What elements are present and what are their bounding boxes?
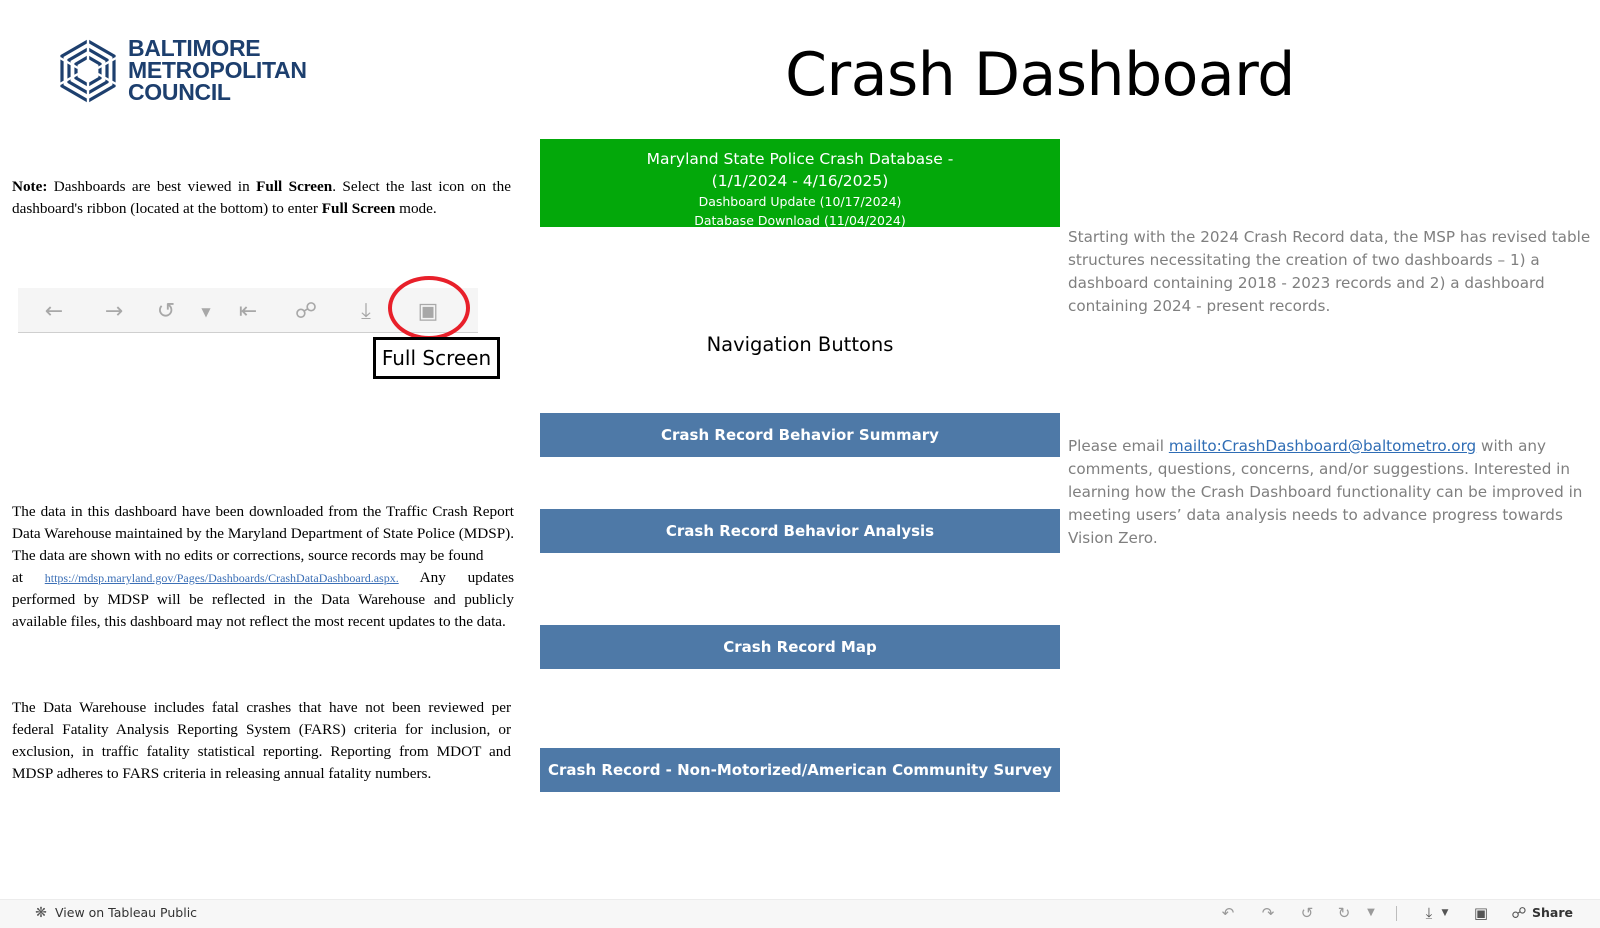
tableau-icon: ❋ bbox=[35, 905, 47, 921]
note-text-3: mode. bbox=[395, 200, 437, 217]
redo-icon: ↺ bbox=[156, 299, 176, 324]
fullscreen-icon[interactable]: ▣ bbox=[1473, 904, 1489, 922]
note-label: Note: bbox=[12, 178, 48, 195]
dropdown-icon: ▼ bbox=[201, 305, 211, 319]
note-bold-2: Full Screen bbox=[321, 200, 396, 217]
banner-line-2: (1/1/2024 - 4/16/2025) bbox=[711, 172, 889, 190]
org-name-line-3: COUNCIL bbox=[128, 79, 231, 105]
banner-line-3: Dashboard Update (10/17/2024) bbox=[698, 194, 902, 209]
table-structure-note: Starting with the 2024 Crash Record data, the MSP has revised table structures necessitating the creation of two dashboards – 1) a dashboard containing 2018 - 2023 records and 2) a dashboard containing 2024 - present records. bbox=[1068, 228, 1591, 315]
org-name-line-1: BALTIMORE bbox=[128, 35, 261, 61]
crash-map-button[interactable]: Crash Record Map bbox=[540, 625, 1060, 669]
banner-line-1: Maryland State Police Crash Database - bbox=[646, 150, 954, 168]
pause-dropdown-icon[interactable]: ▼ bbox=[1367, 907, 1375, 918]
view-on-tableau-public-link[interactable]: View on Tableau Public bbox=[55, 905, 198, 920]
contact-text-2: with any comments, questions, concerns, and/or suggestions. Interested in learning how the Crash Dashboard functionality can be improved in meeting users’ data analysis needs to advance progress towards Vision Zero. bbox=[1068, 437, 1583, 547]
download-icon: ⤓ bbox=[361, 299, 371, 324]
mdsp-dashboard-link[interactable]: https://mdsp.maryland.gov/Pages/Dashboards/CrashDataDashboard.aspx. bbox=[44, 571, 399, 585]
email-link[interactable]: mailto:CrashDashboard@baltometro.org bbox=[1168, 437, 1477, 455]
fars-paragraph: The Data Warehouse includes fatal crashes that have not been reviewed per federal Fatality Analysis Reporting System (FARS) criteria for inclusion, or exclusion, in traffic fatality statistical reporting. Reporting from MDOT and MDSP adheres to FARS criteria in releasing annual fatality numbers. bbox=[12, 699, 511, 782]
baltimore-metropolitan-council-logo-icon bbox=[57, 38, 119, 104]
banner-line-4: Database Download (11/04/2024) bbox=[694, 213, 906, 228]
contact-text-1: Please email bbox=[1068, 437, 1169, 455]
note-bold-1: Full Screen bbox=[256, 178, 333, 195]
forward-icon: → bbox=[104, 299, 124, 324]
data-source-text-a: The data in this dashboard have been downloaded from the Traffic Crash Report Data Warehouse maintained by the Maryland Department of State Police (MDSP). The data are shown with no edits or corrections, source records may be found bbox=[12, 503, 514, 564]
refresh-icon[interactable]: ↻ bbox=[1337, 904, 1351, 922]
data-source-text-c: Any updates performed by MDSP will be reflected in the Data Warehouse and publicly available files, this dashboard may not reflect the most recent updates to the data. bbox=[12, 569, 514, 630]
note-text-1: Dashboards are best viewed in bbox=[47, 178, 257, 195]
toolbar-separator bbox=[1396, 906, 1397, 921]
data-source-paragraph bbox=[12, 501, 514, 633]
contact-note bbox=[1068, 435, 1593, 550]
share-button[interactable]: Share bbox=[1532, 905, 1573, 920]
revert-icon[interactable]: ↺ bbox=[1300, 904, 1314, 922]
org-name-line-2: METROPOLITAN bbox=[128, 57, 307, 83]
fullscreen-note bbox=[12, 176, 511, 220]
fullscreen-highlight-circle bbox=[388, 276, 470, 340]
navigation-title: Navigation Buttons bbox=[706, 333, 894, 356]
share-icon[interactable]: ☍ bbox=[1511, 904, 1527, 922]
database-banner bbox=[540, 139, 1060, 227]
fullscreen-icon: ▣ bbox=[417, 299, 439, 324]
download-icon[interactable]: ⤓ bbox=[1425, 904, 1433, 922]
redo-icon[interactable]: ↷ bbox=[1261, 904, 1275, 922]
note-text-2: . Select the last icon on the dashboard's ribbon (located at the bottom) to enter bbox=[12, 178, 511, 217]
data-source-text-b: at bbox=[12, 569, 45, 586]
behavior-analysis-button[interactable]: Crash Record Behavior Analysis bbox=[540, 509, 1060, 553]
org-name bbox=[128, 37, 307, 103]
page-title: Crash Dashboard bbox=[785, 40, 1295, 110]
non-motorized-acs-button[interactable]: Crash Record - Non-Motorized/American Community Survey bbox=[540, 748, 1060, 792]
back-icon: ← bbox=[44, 299, 64, 324]
undo-icon[interactable]: ↶ bbox=[1221, 904, 1235, 922]
behavior-summary-button[interactable]: Crash Record Behavior Summary bbox=[540, 413, 1060, 457]
fullscreen-callout: Full Screen bbox=[373, 337, 500, 379]
share-icon: ☍ bbox=[294, 299, 318, 324]
download-dropdown-icon[interactable]: ▼ bbox=[1441, 908, 1449, 918]
revert-icon: ⇤ bbox=[238, 299, 258, 324]
